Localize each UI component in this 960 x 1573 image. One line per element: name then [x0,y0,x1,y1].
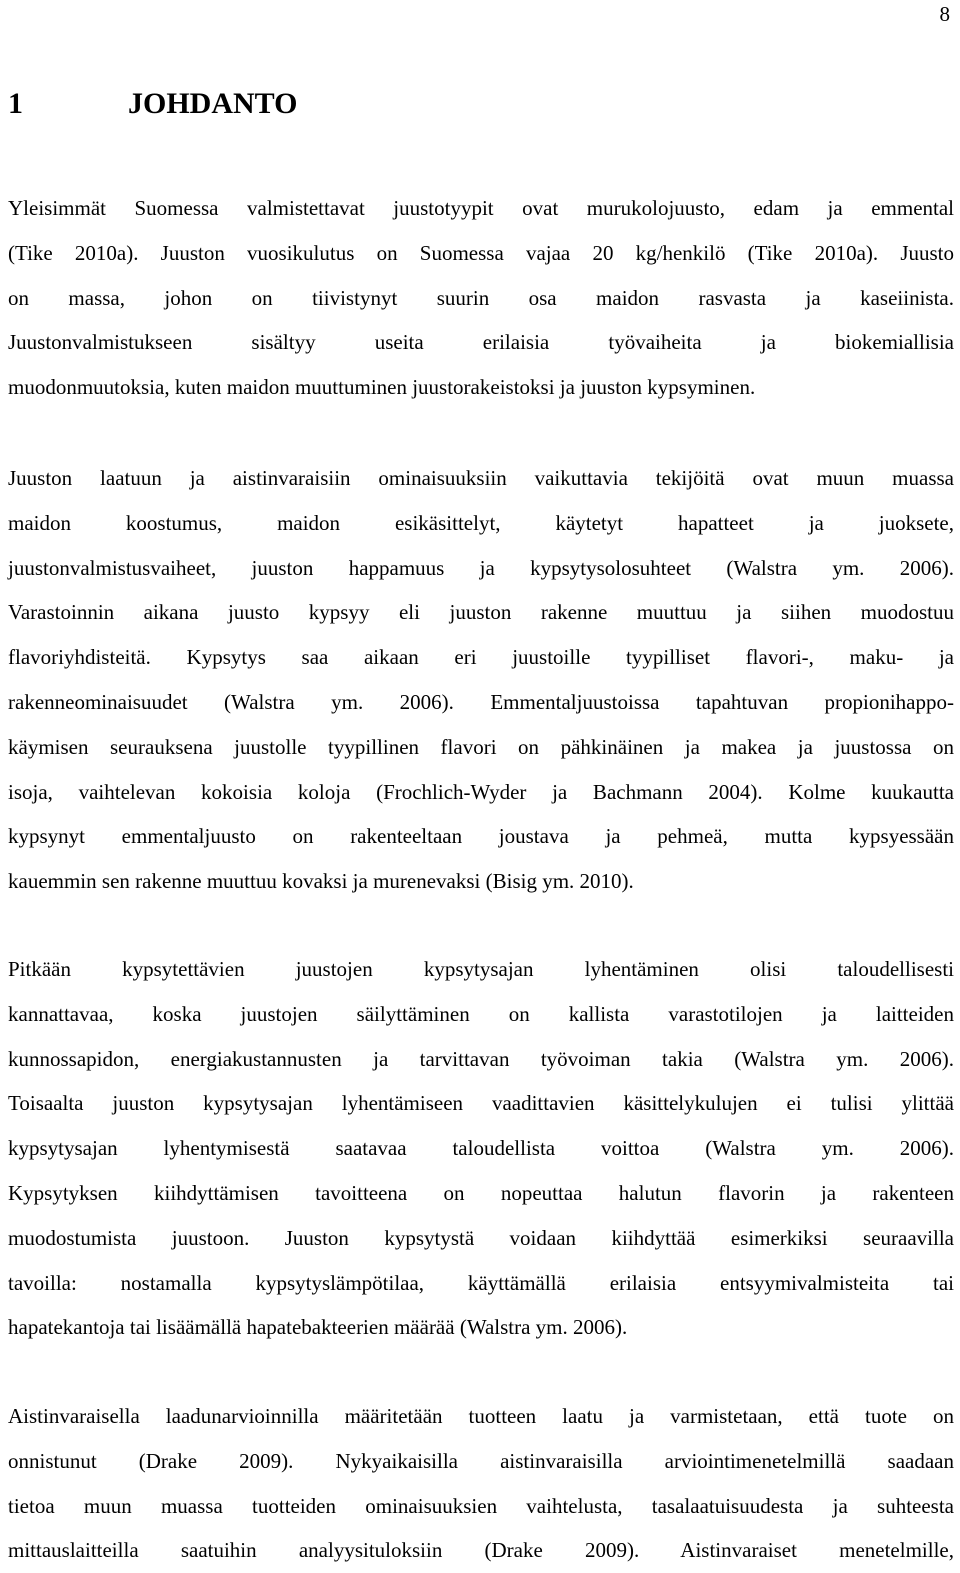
paragraph-2 [8,456,954,904]
paragraph-line: on massa, johon on tiivistynyt suurin osa maidon rasvasta ja kaseiinista. [8,285,954,310]
paragraph-line: isoja, vaihtelevan kokoisia koloja (Frochlich-Wyder ja Bachmann 2004). Kolme kuukautta [8,779,954,804]
paragraph-line: kypsytysajan lyhentymisestä saatavaa taloudellista voittoa (Walstra ym. 2006). [8,1136,954,1161]
paragraph-line: kauemmin sen rakenne muuttuu kovaksi ja murenevaksi (Bisig ym. 2010). [8,869,634,894]
paragraph-line: kypsynyt emmentaljuusto on rakenteeltaan joustava ja pehmeä, mutta kypsyessään [8,824,954,849]
paragraph-line: (Tike 2010a). Juuston vuosikulutus on Suomessa vajaa 20 kg/henkilö (Tike 2010a). Juusto [8,240,954,265]
paragraph-line: kannattavaa, koska juustojen säilyttäminen on kallista varastotilojen ja laitteiden [8,1001,954,1026]
page-number: 8 [939,2,950,26]
paragraph-line: Juustonvalmistukseen sisältyy useita erilaisia työvaiheita ja biokemiallisia [8,330,954,355]
paragraph-line: juustonvalmistusvaiheet, juuston happamuus ja kypsytysolosuhteet (Walstra ym. 2006). [8,555,954,580]
paragraph-line: flavoriyhdisteitä. Kypsytys saa aikaan eri juustoille tyypilliset flavori-, maku- ja [8,645,954,670]
paragraph-line: Yleisimmät Suomessa valmistettavat juustotyypit ovat murukolojuusto, edam ja emmental [8,196,954,220]
paragraph-3 [8,947,954,1350]
chapter-title: JOHDANTO [128,87,298,120]
paragraph-line: muodostumista juustoon. Juuston kypsytystä voidaan kiihdyttää esimerkiksi seuraavilla [8,1225,954,1250]
paragraph-line: Kypsytyksen kiihdyttämisen tavoitteena on nopeuttaa halutun flavorin ja rakenteen [8,1180,954,1205]
paragraph-line: Pitkään kypsytettävien juustojen kypsytysajan lyhentäminen olisi taloudellisesti [8,957,954,981]
paragraph-line: Toisaalta juuston kypsytysajan lyhentämiseen vaadittavien käsittelykulujen ei tulisi ylittää [8,1091,954,1116]
paragraph-line: kunnossapidon, energiakustannusten ja tarvittavan työvoiman takia (Walstra ym. 2006). [8,1046,954,1071]
paragraph-line: käymisen seurauksena juustolle tyypillinen flavori on pähkinäinen ja makea ja juustossa on [8,734,954,759]
paragraph-line: onnistunut (Drake 2009). Nykyaikaisilla aistinvaraisilla arviointimenetelmillä saadaan [8,1448,954,1473]
chapter-number: 1 [8,87,23,120]
paragraph-1 [8,186,954,410]
paragraph-line: hapatekantoja tai lisäämällä hapatebakteerien määrää (Walstra ym. 2006). [8,1315,628,1340]
paragraph-line: mittauslaitteilla saatuihin analyysituloksiin (Drake 2009). Aistinvaraiset menetelmille, [8,1538,954,1563]
paragraph-line: tavoilla: nostamalla kypsytyslämpötilaa, käyttämällä erilaisia entsyymivalmisteita tai [8,1270,954,1295]
paragraph-line: Varastoinnin aikana juusto kypsyy eli juuston rakenne muuttuu ja siihen muodostuu [8,600,954,625]
paragraph-line: tietoa muun muassa tuotteiden ominaisuuksien vaihtelusta, tasalaatuisuudesta ja suhteesta [8,1493,954,1518]
paragraph-4 [8,1394,954,1573]
chapter-heading [8,86,297,122]
paragraph-line: rakenneominaisuudet (Walstra ym. 2006). Emmentaljuustoissa tapahtuvan propionihappo- [8,689,954,714]
paragraph-line: muodonmuutoksia, kuten maidon muuttuminen juustorakeistoksi ja juuston kypsyminen. [8,375,756,400]
paragraph-line: Juuston laatuun ja aistinvaraisiin ominaisuuksiin vaikuttavia tekijöitä ovat muun muassa [8,466,954,490]
paragraph-line: Aistinvaraisella laadunarvioinnilla määritetään tuotteen laatu ja varmistetaan, että tuote on [8,1404,954,1428]
paragraph-line: maidon koostumus, maidon esikäsittelyt, käytetyt hapatteet ja juoksete, [8,510,954,535]
